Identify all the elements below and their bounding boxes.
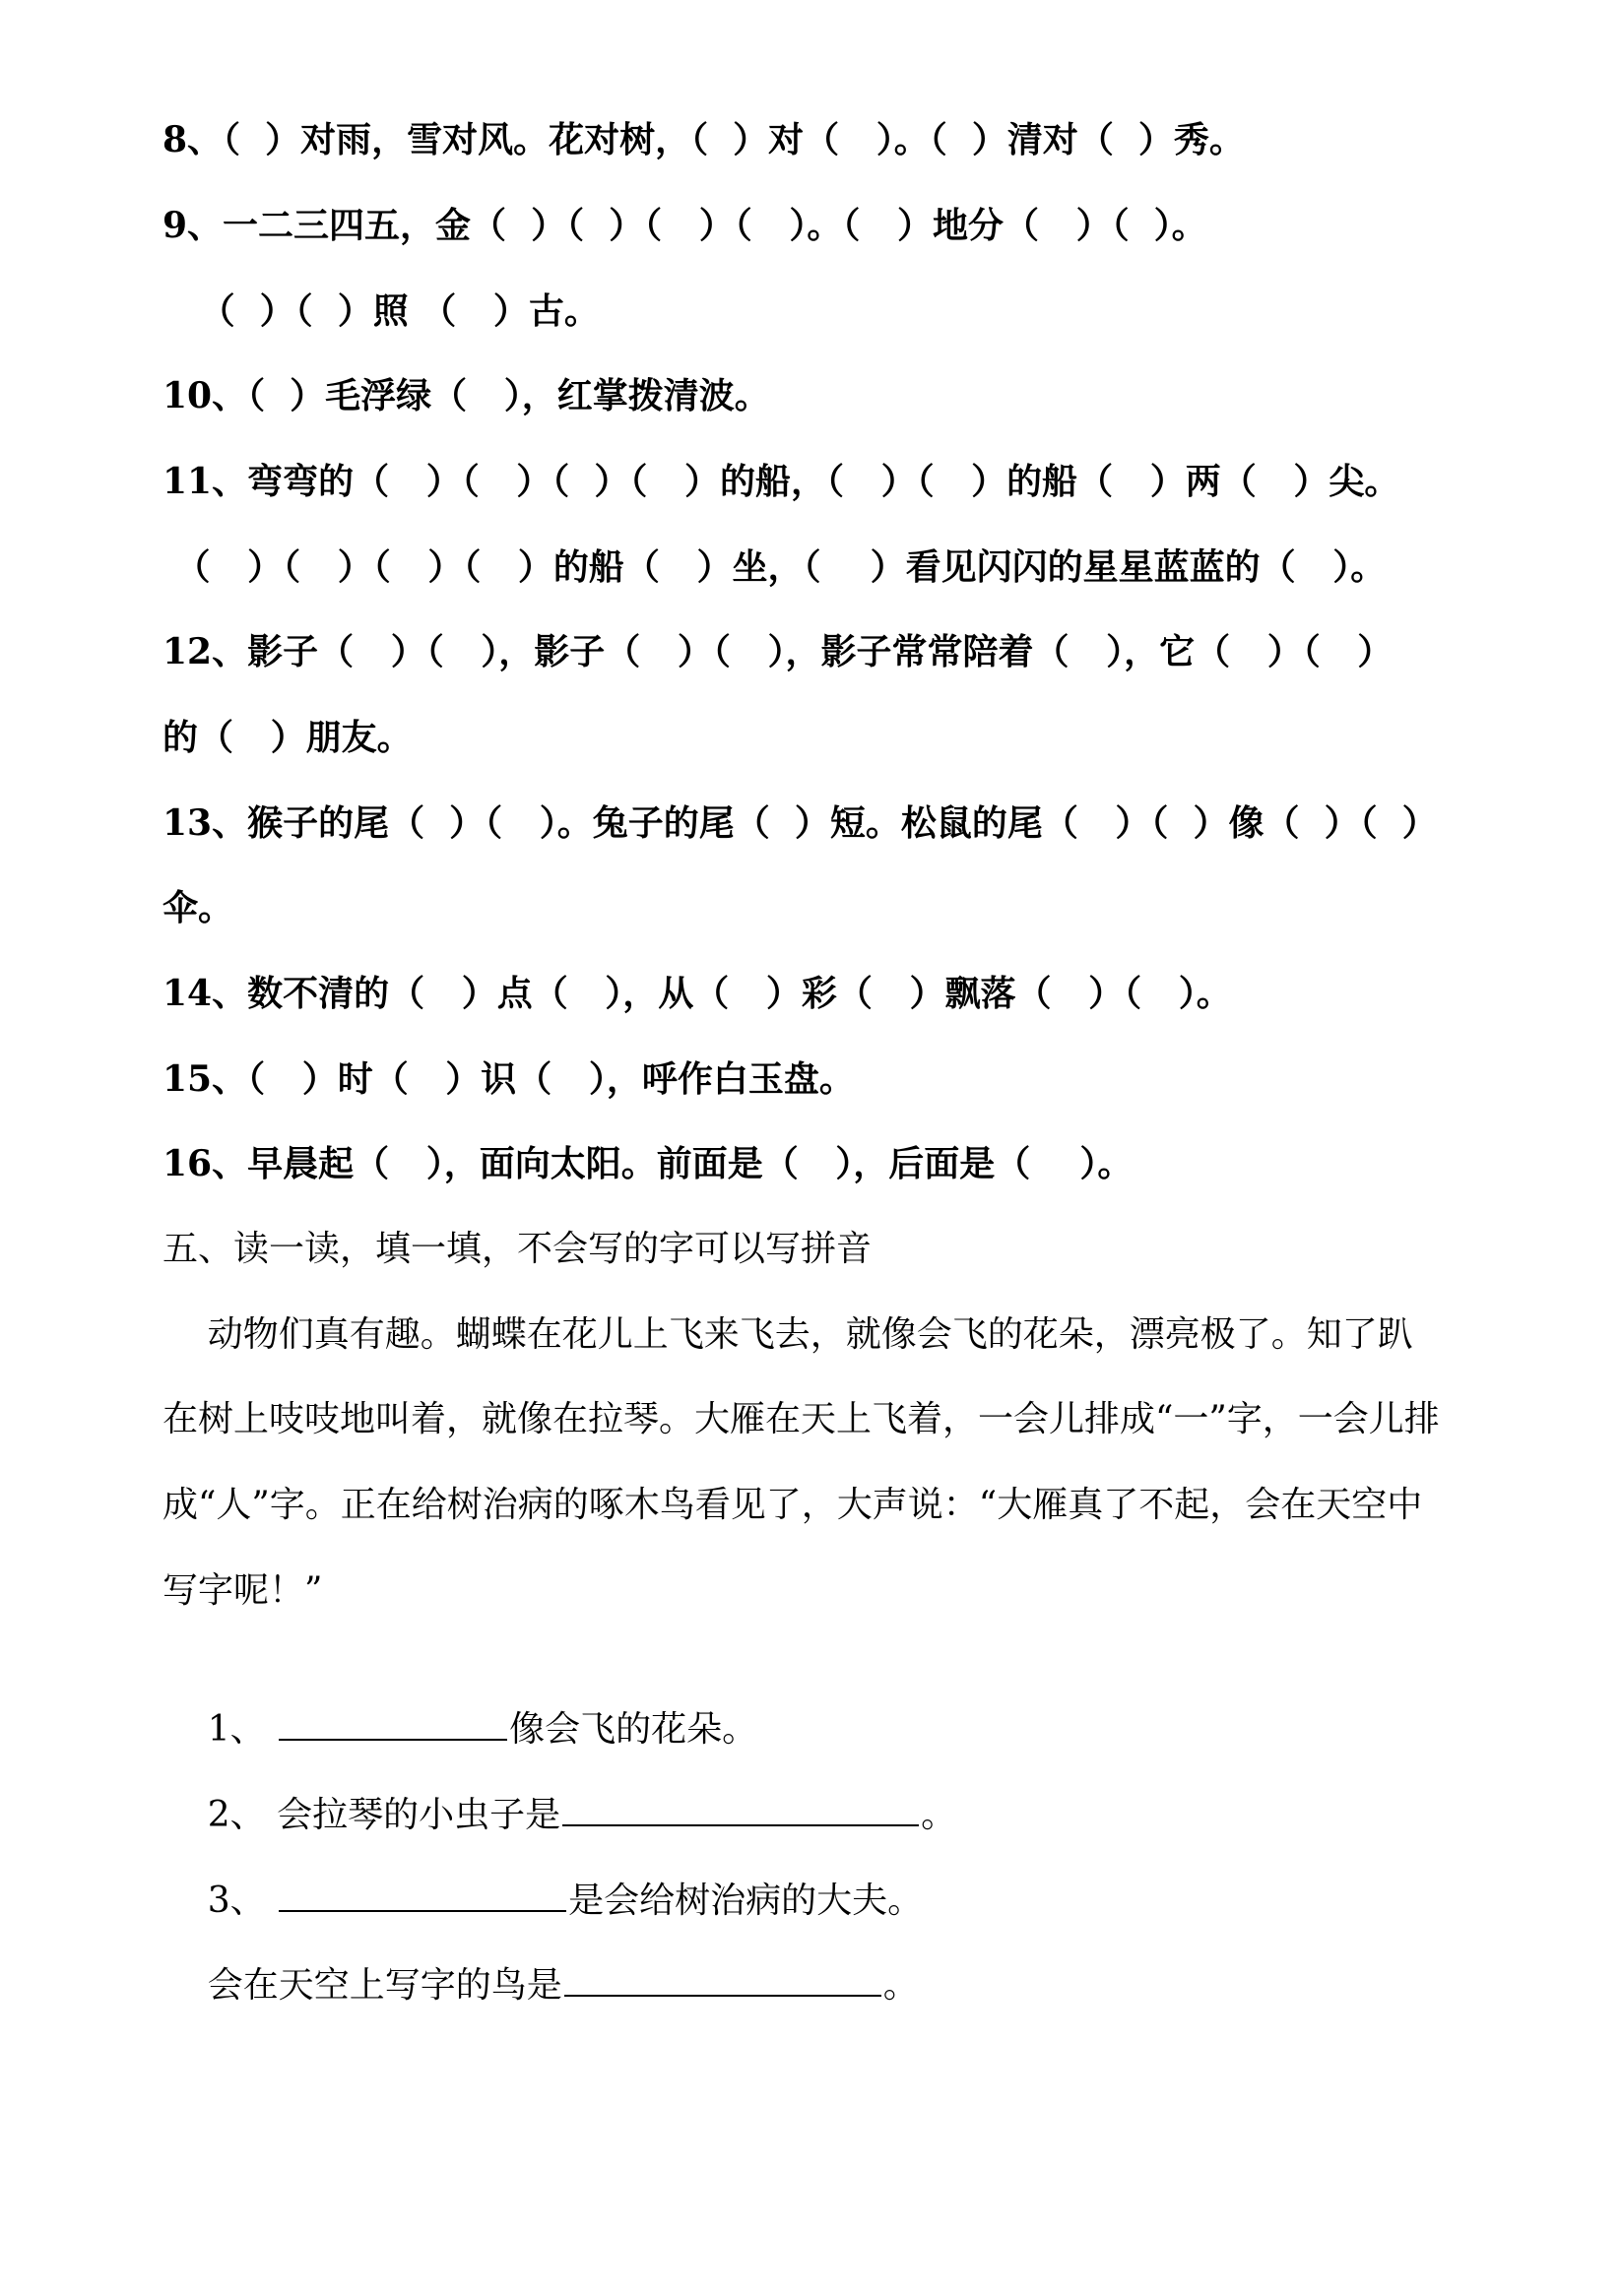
answer-blank-3[interactable] (279, 1871, 566, 1912)
question-4-prefix: 会在天空上写字的鸟是 (207, 1965, 562, 2006)
fill-item-11-continued: （ ）（ ）（ ）（ ）的船（ ）坐，（ ）看见闪闪的星星蓝蓝的（ ）。 (162, 546, 1387, 588)
fill-item-9-continued: （ ）（ ）照 （ ）古。 (162, 290, 600, 332)
fill-item-12: 12、影子（ ）（ ），影子（ ）（ ），影子常常陪着（ ），它（ ）（ ） (162, 631, 1394, 672)
fill-item-10: 10、（ ）毛浮绿（ ），红掌拨清波。 (162, 375, 770, 416)
question-3-suffix: 是会给树治病的大夫。 (568, 1881, 924, 1921)
fill-item-16: 16、早晨起（ ），面向太阳。前面是（ ），后面是（ ）。 (162, 1143, 1134, 1184)
passage-line: 在树上吱吱地叫着，就像在拉琴。大雁在天上飞着，一会儿排成“一”字，一会儿排 (162, 1399, 1440, 1439)
answer-blank-1[interactable] (279, 1699, 507, 1741)
fill-item-11: 11、弯弯的（ ）（ ）（ ）（ ）的船，（ ）（ ）的船（ ）两（ ）尖。 (162, 461, 1400, 502)
answer-blank-2[interactable] (562, 1785, 919, 1826)
passage-line: 动物们真有趣。蝴蝶在花儿上飞来飞去，就像会飞的花朵，漂亮极了。知了趴 (162, 1314, 1413, 1355)
question-1-suffix: 像会飞的花朵。 (509, 1709, 758, 1750)
fill-item-12-continued: 的（ ）朋友。 (162, 717, 413, 758)
fill-item-13: 13、猴子的尾（ ）（ ）。兔子的尾（ ）短。松鼠的尾（ ）（ ）像（ ）（ ） (162, 802, 1438, 844)
question-2-prefix: 2、 会拉琴的小虫子是 (207, 1795, 561, 1835)
question-4-suffix: 。 (882, 1965, 919, 2006)
section-five-heading: 五、读一读，填一填，不会写的字可以写拼音 (162, 1229, 873, 1269)
question-4 (162, 1908, 1590, 2057)
passage-line: 成“人”字。正在给树治病的啄木鸟看见了，大声说：“大雁真了不起，会在天空中 (162, 1485, 1423, 1525)
question-3-prefix: 3、 (207, 1881, 278, 1921)
question-2-suffix: 。 (921, 1795, 957, 1835)
passage-line: 写字呢！” (162, 1570, 323, 1611)
fill-item-13-continued: 伞。 (162, 887, 234, 928)
answer-blank-4[interactable] (564, 1955, 881, 1997)
fill-item-8: 8、（ ）对雨，雪对风。花对树，（ ）对（ ）。（ ）清对（ ）秀。 (162, 119, 1245, 160)
fill-item-14: 14、数不清的（ ）点（ ），从（ ）彩（ ）飘落（ ）（ ）。 (162, 973, 1232, 1014)
question-1-prefix: 1、 (207, 1709, 278, 1750)
fill-item-9: 9、一二三四五，金（ ）（ ）（ ）（ ）。（ ）地分（ ）（ ）。 (162, 205, 1207, 246)
fill-item-15: 15、（ ）时（ ）识（ ），呼作白玉盘。 (162, 1058, 855, 1100)
